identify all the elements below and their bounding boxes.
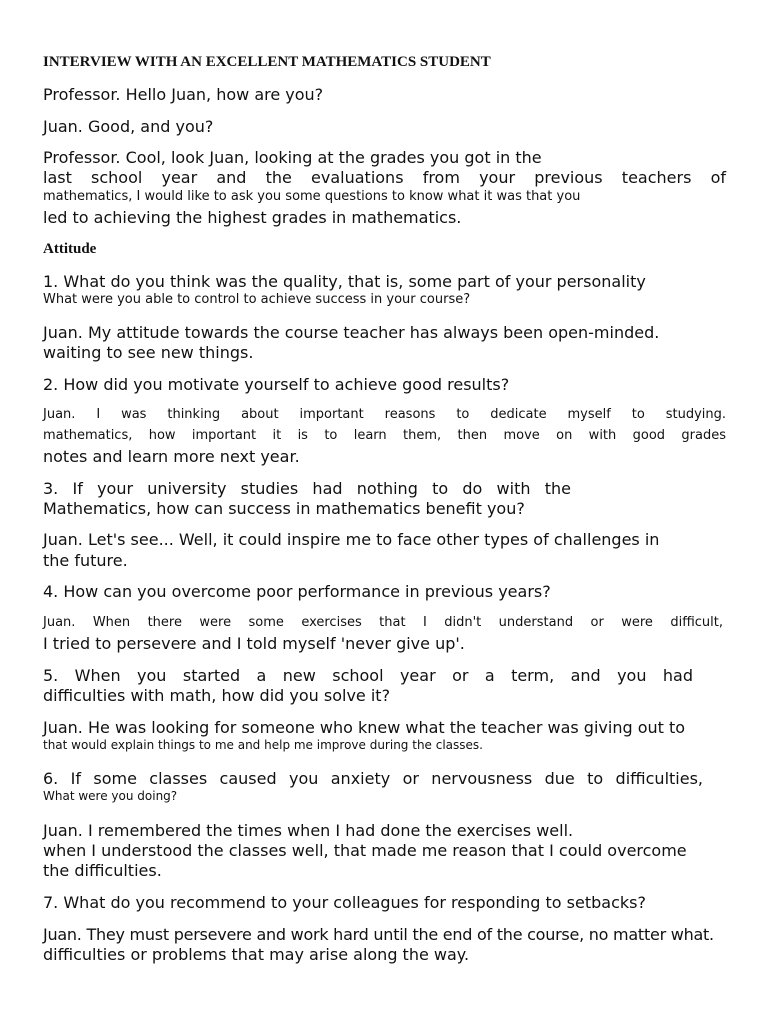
question-1-line-2: What were you able to control to achieve success in your course? [43,292,471,307]
answer-4-line-1: Juan. When there were some exercises that I didn't understand or were difficult, [43,615,723,630]
question-5-line-2: difficulties with math, how did you solve it? [43,686,391,705]
answer-7-line-2: difficulties or problems that may arise along the way. [43,945,470,964]
professor-intro-line-4: led to achieving the highest grades in mathematics. [43,208,462,227]
answer-5-line-2: that would explain things to me and help me improve during the classes. [43,738,483,752]
answer-6-line-1: Juan. I remembered the times when I had done the exercises well. [43,821,574,840]
question-2: 2. How did you motivate yourself to achieve good results? [43,375,510,394]
answer-1-line-2: waiting to see new things. [43,343,254,362]
question-6-line-1: 6. If some classes caused you anxiety or nervousness due to difficulties, [43,769,703,788]
answer-5-line-1: Juan. He was looking for someone who knew what the teacher was giving out to [43,718,686,737]
question-3-line-1: 3. If your university studies had nothing to do with the [43,479,571,498]
answer-2-line-2: mathematics, how important it is to learn them, then move on with good grades [43,428,726,443]
professor-intro-line-2: last school year and the evaluations from your previous teachers of [43,168,726,187]
answer-3-line-1: Juan. Let's see... Well, it could inspire me to face other types of challenges in [43,530,660,549]
professor-intro-line-3: mathematics, I would like to ask you some questions to know what it was that you [43,189,581,204]
answer-2-line-3: notes and learn more next year. [43,447,300,466]
answer-6-line-3: the difficulties. [43,861,162,880]
section-heading-attitude: Attitude [43,241,97,257]
question-1-line-1: 1. What do you think was the quality, that is, some part of your personality [43,272,646,291]
answer-7-line-1: Juan. They must persevere and work hard until the end of the course, no matter what. [43,925,714,944]
question-7: 7. What do you recommend to your colleagues for responding to setbacks? [43,893,646,912]
question-5-line-1: 5. When you started a new school year or a term, and you had [43,666,693,685]
question-4: 4. How can you overcome poor performance in previous years? [43,582,551,601]
juan-reply: Juan. Good, and you? [43,117,214,136]
answer-2-line-1: Juan. I was thinking about important reasons to dedicate myself to studying. [43,407,726,422]
answer-4-line-2: I tried to persevere and I told myself 'never give up'. [43,634,465,653]
answer-6-line-2: when I understood the classes well, that made me reason that I could overcome [43,841,687,860]
document-title: INTERVIEW WITH AN EXCELLENT MATHEMATICS STUDENT [43,54,491,70]
professor-intro-line-1: Professor. Cool, look Juan, looking at the grades you got in the [43,148,542,167]
question-6-line-2: What were you doing? [43,789,178,803]
professor-greeting: Professor. Hello Juan, how are you? [43,85,324,104]
answer-3-line-2: the future. [43,551,128,570]
answer-1-line-1: Juan. My attitude towards the course teacher has always been open-minded. [43,323,660,342]
question-3-line-2: Mathematics, how can success in mathematics benefit you? [43,499,525,518]
